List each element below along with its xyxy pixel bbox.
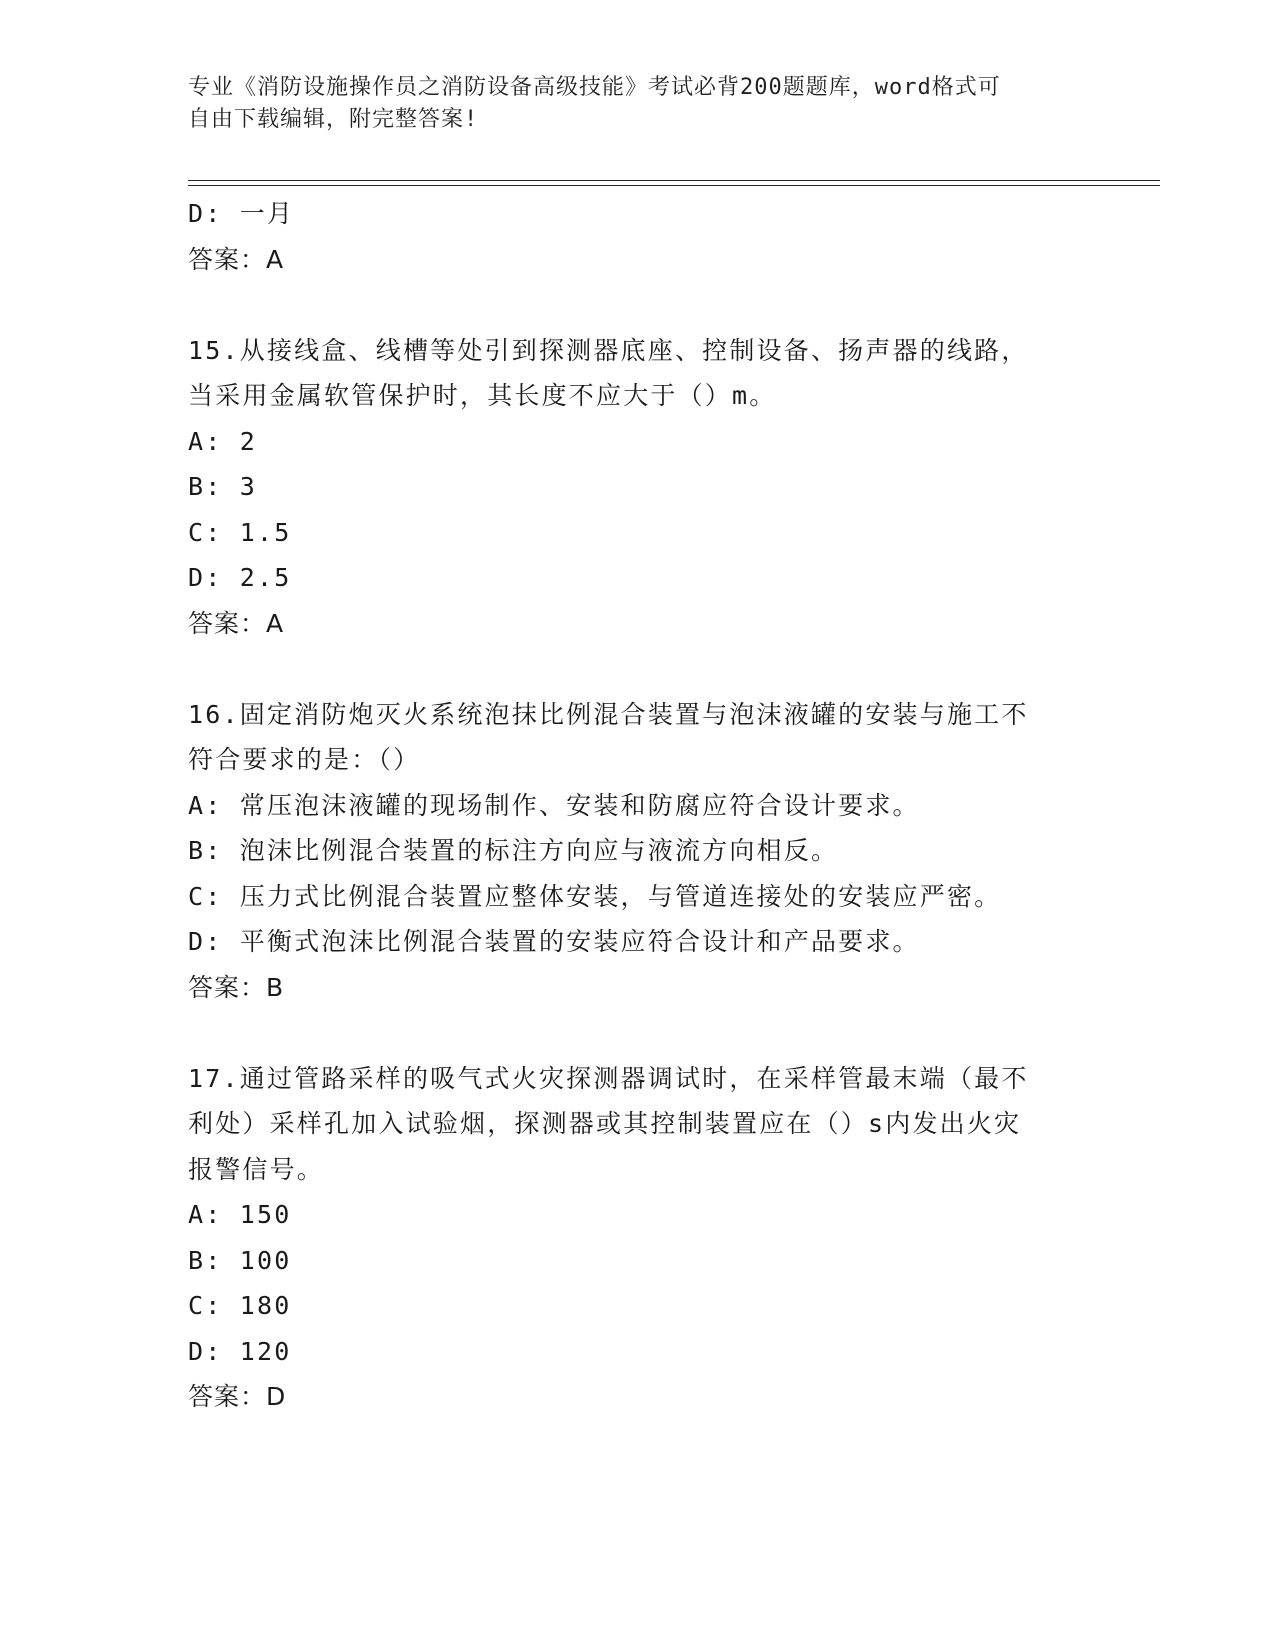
header-line-2: 自由下载编辑，附完整答案!	[188, 107, 479, 132]
header-rule-bottom	[188, 185, 1160, 186]
question-17	[188, 1056, 1148, 1420]
spacer	[188, 282, 1148, 328]
option-a: A: 2	[188, 426, 258, 456]
prev-answer: 答案：A	[188, 244, 285, 274]
question-stem-line: 报警信号。	[188, 1154, 325, 1184]
question-stem-line: 当采用金属软管保护时，其长度不应大于（）m。	[188, 381, 777, 410]
question-stem-line: 16.固定消防炮灭火系统泡抹比例混合装置与泡沫液罐的安装与施工不	[188, 699, 1029, 729]
option-d: D: 平衡式泡沫比例混合装置的安装应符合设计和产品要求。	[188, 927, 920, 956]
option-c: C: 1.5	[188, 517, 292, 547]
question-stem-line: 15.从接线盒、线槽等处引到探测器底座、控制设备、扬声器的线路，	[188, 335, 1029, 365]
question-list	[188, 191, 1148, 1420]
spacer	[188, 646, 1148, 692]
option-d: D: 120	[188, 1336, 292, 1366]
question-stem-line: 利处）采样孔加入试验烟，探测器或其控制装置应在（）s内发出火灾	[188, 1109, 1022, 1138]
option-c: C: 压力式比例混合装置应整体安装，与管道连接处的安装应严密。	[188, 881, 1002, 911]
answer: 答案：A	[188, 608, 285, 638]
option-b: B: 100	[188, 1245, 292, 1275]
question-stem-line: 17.通过管路采样的吸气式火灾探测器调试时，在采样管最末端（最不	[188, 1063, 1029, 1093]
option-d: D: 2.5	[188, 563, 292, 592]
answer: 答案：B	[188, 972, 285, 1002]
prev-option-d: D: 一月	[188, 199, 295, 228]
option-a: A: 常压泡沫液罐的现场制作、安装和防腐应符合设计要求。	[188, 790, 920, 820]
question-15	[188, 328, 1148, 647]
question-16	[188, 692, 1148, 1011]
option-a: A: 150	[188, 1200, 292, 1229]
option-c: C: 180	[188, 1291, 292, 1320]
option-b: B: 泡沫比例混合装置的标注方向应与液流方向相反。	[188, 836, 839, 865]
header-line-1: 专业《消防设施操作员之消防设备高级技能》考试必背200题题库，word格式可	[188, 75, 1001, 100]
spacer	[188, 1010, 1148, 1056]
header-rule-top	[188, 180, 1160, 181]
document-header	[188, 72, 1078, 136]
answer: 答案：D	[188, 1382, 287, 1411]
question-stem-line: 符合要求的是：（）	[188, 745, 421, 774]
option-b: B: 3	[188, 472, 258, 501]
